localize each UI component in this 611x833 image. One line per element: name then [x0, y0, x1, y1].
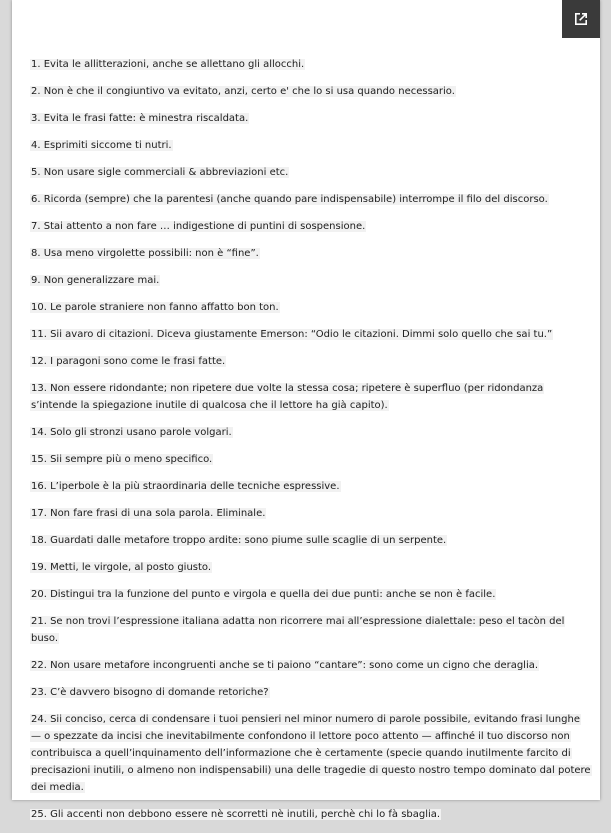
list-item: 23. C’è davvero bisogno di domande retoriche?	[31, 687, 269, 698]
list-item: 20. Distingui tra la funzione del punto e virgola e quella dei due punti: anche se non è facile.	[31, 589, 496, 600]
list-item: 5. Non usare sigle commerciali & abbreviazioni etc.	[31, 167, 289, 178]
list-item: 13. Non essere ridondante; non ripetere due volte la stessa cosa; ripetere è superfluo (per ridondanza s’intende la spiegazione inutile di qualcosa che il lettore ha già capito).	[31, 383, 544, 411]
list-item: 19. Metti, le virgole, al posto giusto.	[31, 562, 212, 573]
list-item: 21. Se non trovi l’espressione italiana adatta non ricorrere mai all’espressione dialettale: peso el tacòn del buso.	[31, 616, 565, 644]
list-item: 14. Solo gli stronzi usano parole volgari.	[31, 427, 232, 438]
list-item: 10. Le parole straniere non fanno affatto bon ton.	[31, 302, 279, 313]
list-item: 22. Non usare metafore incongruenti anche se ti paiono “cantare”: sono come un cigno che deraglia.	[31, 660, 539, 671]
list-item: 7. Stai attento a non fare … indigestione di puntini di sospensione.	[31, 221, 366, 232]
list-item: 11. Sii avaro di citazioni. Diceva giustamente Emerson: “Odio le citazioni. Dimmi solo quello che sai tu.”	[31, 329, 553, 340]
document-page	[12, 0, 600, 820]
writing-rules-list	[30, 56, 592, 833]
list-item: 8. Usa meno virgolette possibili: non è “fine”.	[31, 248, 259, 259]
list-item: 12. I paragoni sono come le frasi fatte.	[31, 356, 226, 367]
list-item: 15. Sii sempre più o meno specifico.	[31, 454, 213, 465]
list-item: 1. Evita le allitterazioni, anche se allettano gli allocchi.	[31, 59, 305, 70]
list-item: 16. L’iperbole è la più straordinaria delle tecniche espressive.	[31, 481, 340, 492]
list-item: 2. Non è che il congiuntivo va evitato, anzi, certo e' che lo si usa quando necessario.	[31, 86, 455, 97]
open-in-new-icon	[573, 11, 589, 27]
open-in-new-button[interactable]	[562, 0, 600, 38]
list-item: 4. Esprimiti siccome ti nutri.	[31, 140, 172, 151]
list-item: 25. Gli accenti non debbono essere nè scorretti nè inutili, perchè chi lo fà sbaglia.	[31, 809, 441, 820]
list-item: 6. Ricorda (sempre) che la parentesi (anche quando pare indispensabile) interrompe il filo del discorso.	[31, 194, 548, 205]
list-item: 9. Non generalizzare mai.	[31, 275, 160, 286]
list-item: 3. Evita le frasi fatte: è minestra riscaldata.	[31, 113, 249, 124]
list-item: 17. Non fare frasi di una sola parola. Eliminale.	[31, 508, 266, 519]
list-item: 24. Sii conciso, cerca di condensare i tuoi pensieri nel minor numero di parole possibile, evitando frasi lunghe — o spezzate da incisi che inevitabilmente confondono il lettore poco attento — affinché il tuo discorso non contribuisca a quell’inquinamento dell’informazione che è certamente (specie quando inutilmente farcito di precisazioni inutili, o almeno non indispensabili) una delle tragedie di questo nostro tempo dominato dal potere dei media.	[31, 714, 591, 793]
list-item: 18. Guardati dalle metafore troppo ardite: sono piume sulle scaglie di un serpente.	[31, 535, 447, 546]
